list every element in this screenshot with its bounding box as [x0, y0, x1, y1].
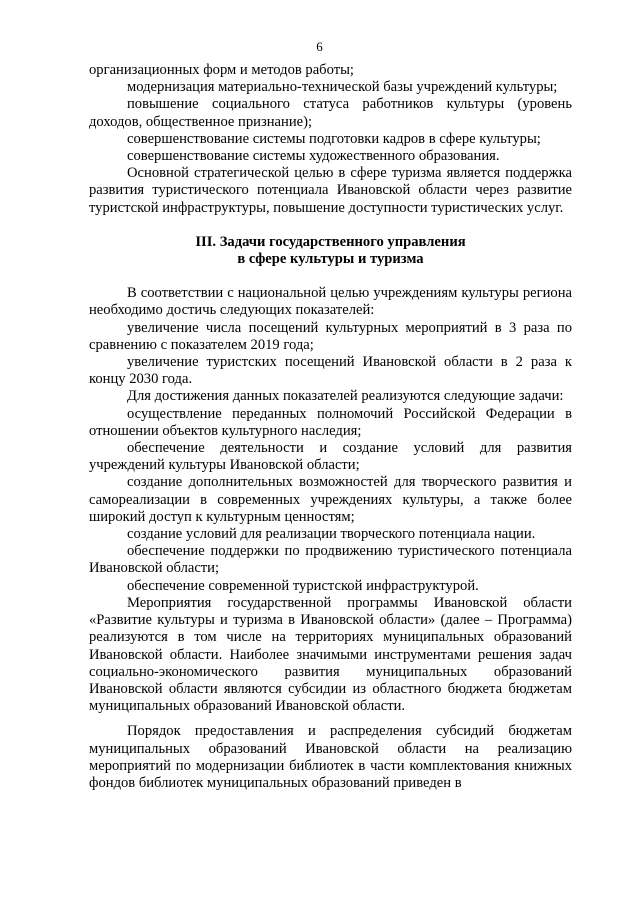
section-heading-line: III. Задачи государственного управления	[195, 233, 466, 250]
paragraph: совершенствование системы подготовки кадров в сфере культуры;	[127, 130, 541, 147]
section-heading	[89, 234, 572, 268]
paragraph: увеличение числа посещений культурных мероприятий в 3 раза по сравнению с показателем 2019 года;	[89, 319, 572, 353]
paragraph: повышение социального статуса работников культуры (уровень доходов, общественное признание);	[89, 96, 572, 130]
paragraph: Порядок предоставления и распределения субсидий бюджетам муниципальных образований Ивановской области на реализацию мероприятий по модернизации библиотек в части комплектования книжных фондов библиотек муниципальных образований приведен в	[89, 723, 572, 791]
paragraph: Для достижения данных показателей реализуются следующие задачи:	[127, 388, 564, 405]
paragraph: Мероприятия государственной программы Ивановской области «Развитие культуры и туризма в Ивановской области» (далее – Программа) реализуются в том числе на территориях муниципальных образований Ивановской области. Наиболее значимыми инструментами решения задач социально-экономического развития муниципальных образований Ивановской области являются субсидии из областного бюджета бюджетам муниципальных образований Ивановской области.	[89, 594, 572, 715]
page-number: 6	[316, 39, 323, 54]
paragraph: обеспечение деятельности и создание условий для развития учреждений культуры Ивановской области;	[89, 440, 572, 474]
paragraph: организационных форм и методов работы;	[89, 62, 354, 78]
paragraph: Основной стратегической целью в сфере туризма является поддержка развития туристического потенциала Ивановской области через развитие туристской инфраструктуры, повышение доступности туристических услуг.	[89, 165, 572, 216]
paragraph: обеспечение современной туристской инфраструктурой.	[127, 577, 479, 594]
paragraph: создание условий для реализации творческого потенциала нации.	[127, 526, 536, 543]
paragraph: создание дополнительных возможностей для творческого развития и самореализации в современных учреждениях культуры, а также более широкий доступ к культурным ценностям;	[89, 474, 572, 525]
page-body	[89, 62, 572, 792]
paragraph: обеспечение поддержки по продвижению туристического потенциала Ивановской области;	[89, 543, 572, 577]
section-heading-line: в сфере культуры и туризма	[237, 251, 424, 268]
paragraph: В соответствии с национальной целью учреждениям культуры региона необходимо достичь следующих показателей:	[89, 285, 572, 319]
paragraph: модернизация материально-технической базы учреждений культуры;	[127, 79, 558, 96]
paragraph: осуществление переданных полномочий Российской Федерации в отношении объектов культурного наследия;	[89, 405, 572, 439]
paragraph: совершенствование системы художественного образования.	[127, 148, 500, 165]
paragraph: увеличение туристских посещений Ивановской области в 2 раза к концу 2030 года.	[89, 354, 572, 388]
